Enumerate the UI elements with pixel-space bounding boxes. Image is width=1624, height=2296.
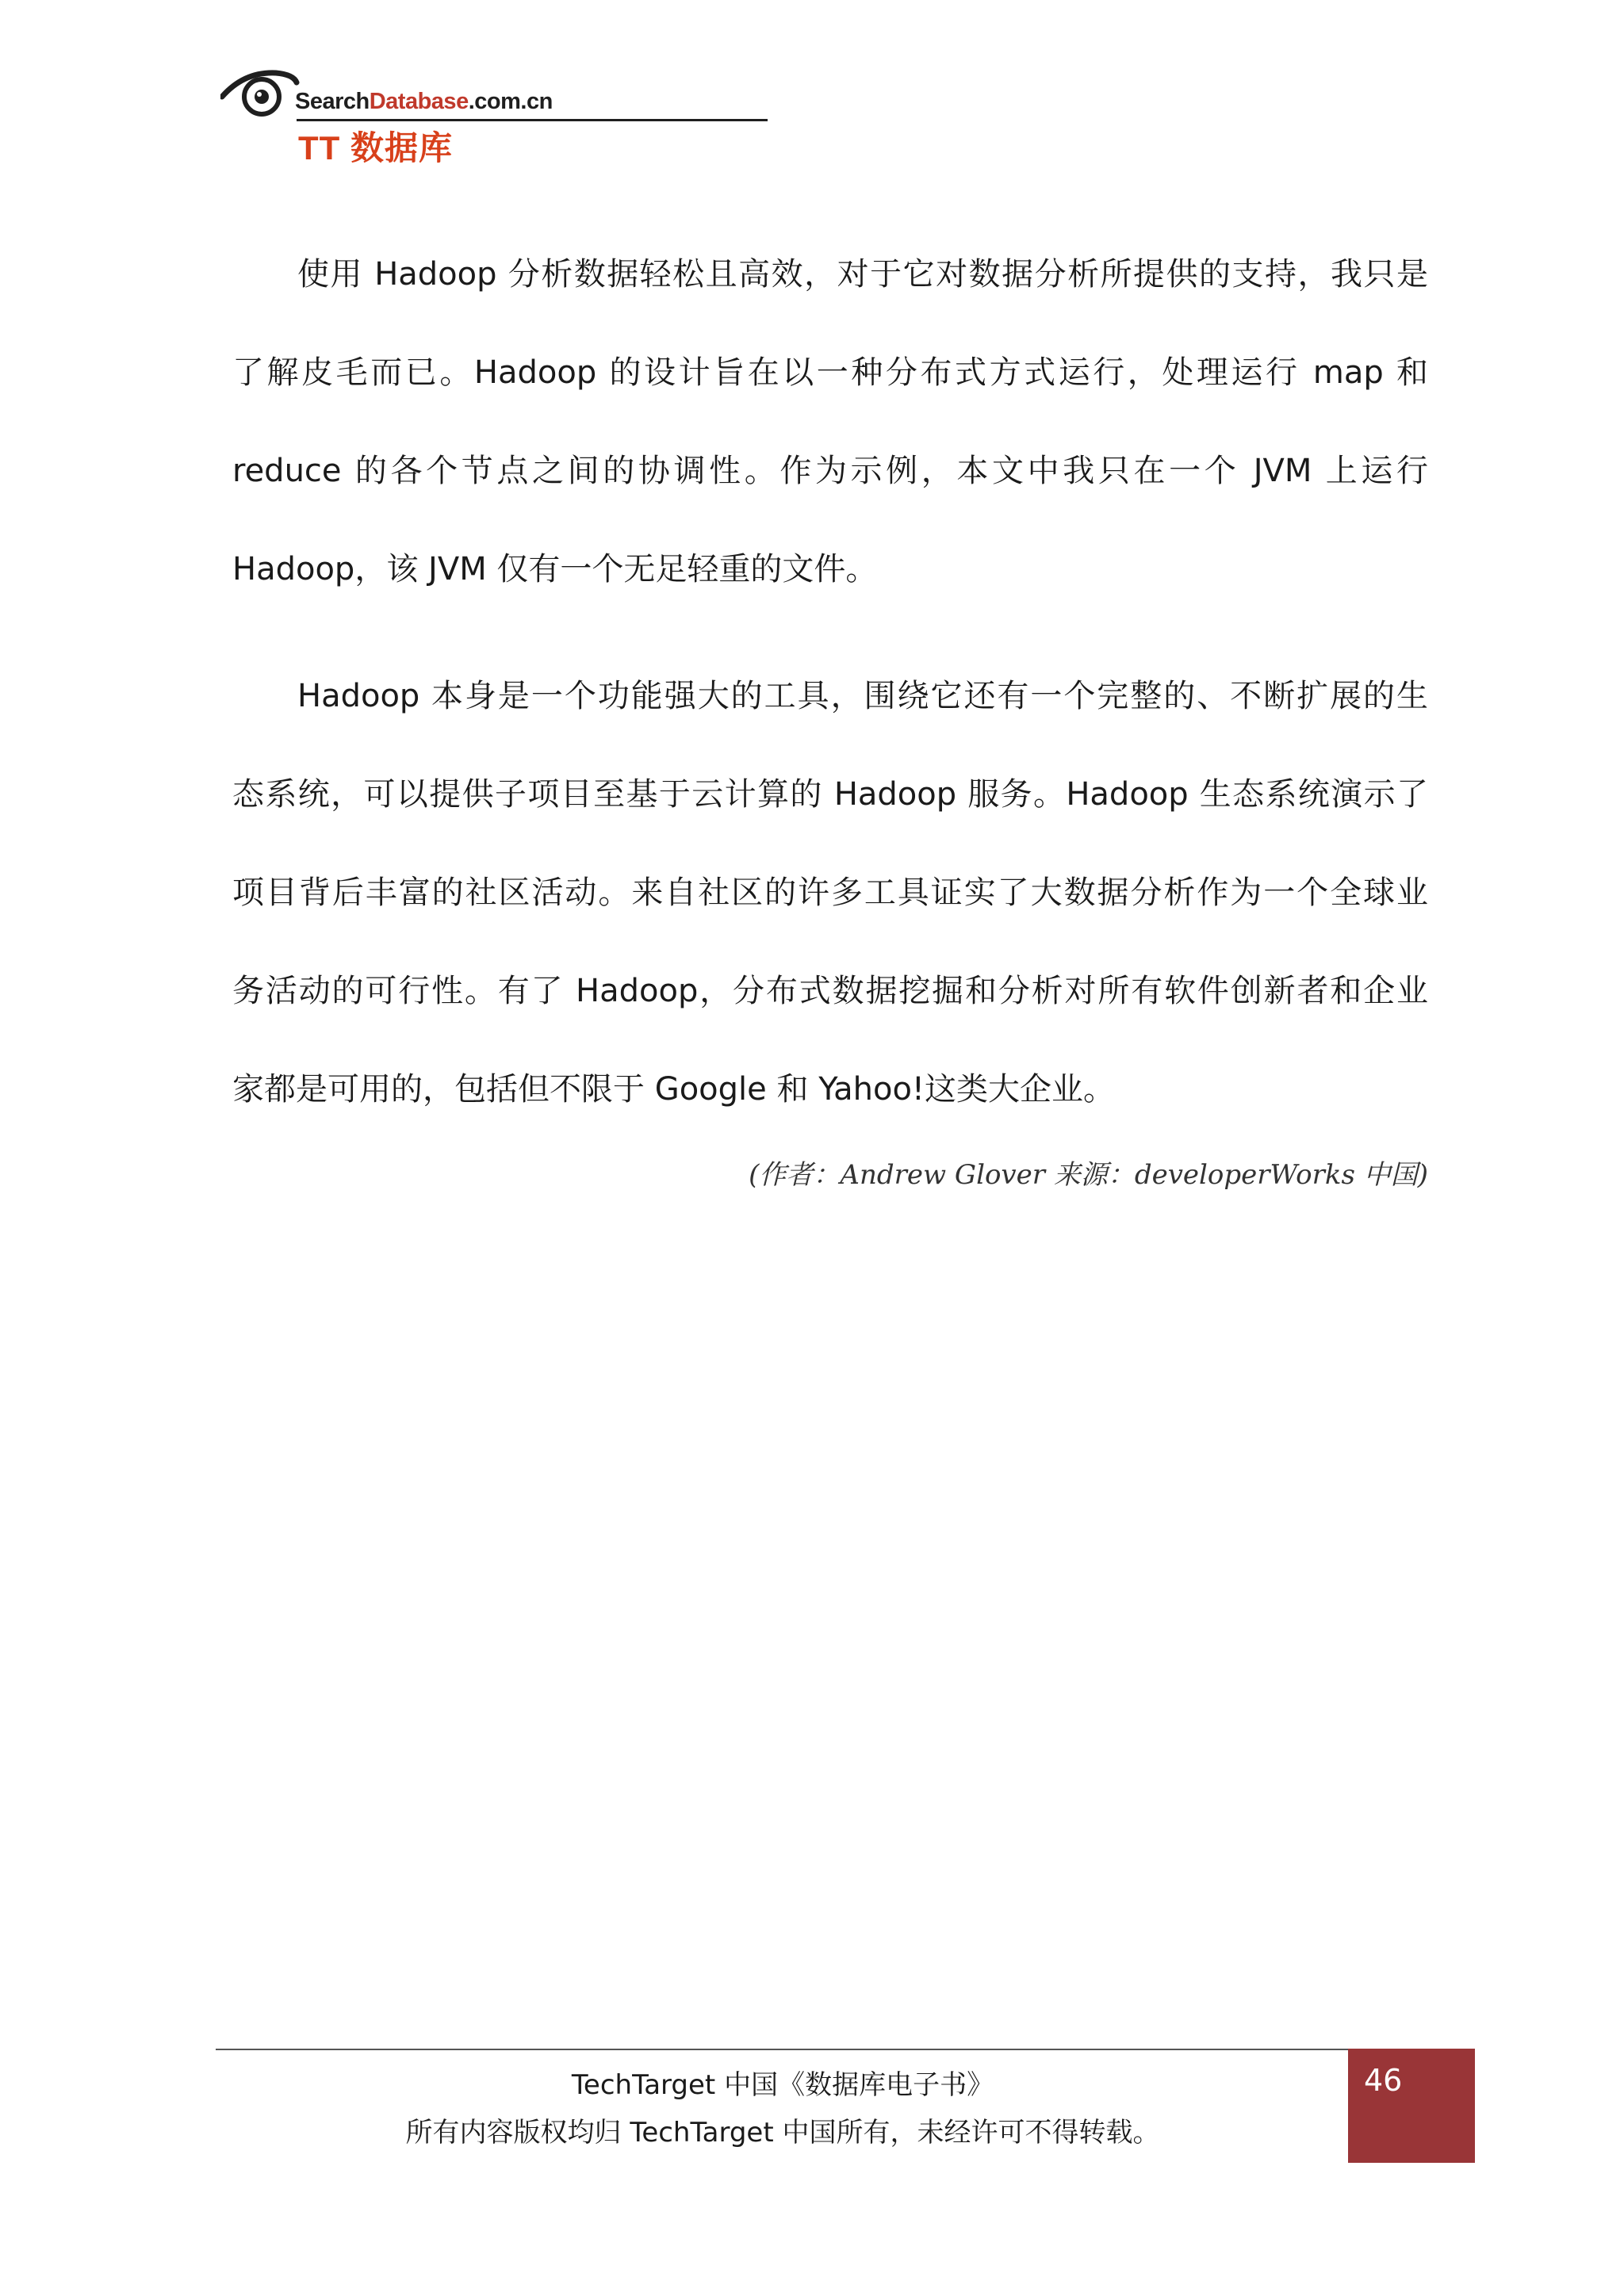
- logo-site-part2: Database: [369, 89, 469, 114]
- site-logo: [220, 65, 553, 168]
- page-number: 46: [1364, 2063, 1403, 2098]
- article-body: [232, 225, 1428, 1192]
- paragraph-2: [232, 647, 1428, 1138]
- logo-site-name: [295, 89, 553, 115]
- logo-site-part1: Search: [295, 89, 370, 114]
- paragraph-line: 态系统，可以提供子项目至基于云计算的 Hadoop 服务。Hadoop 生态系统演示了: [232, 776, 1428, 813]
- paragraph-line: Hadoop 本身是一个功能强大的工具，围绕它还有一个完整的、不断扩展的生: [297, 678, 1428, 714]
- paragraph-line: 务活动的可行性。有了 Hadoop，分布式数据挖掘和分析对所有软件创新者和企业: [232, 973, 1428, 1009]
- paragraph-line: 使用 Hadoop 分析数据轻松且高效，对于它对数据分析所提供的支持，我只是: [297, 256, 1428, 293]
- paragraph-1: [232, 225, 1428, 618]
- logo-underline: [297, 119, 768, 121]
- paragraph-line: reduce 的各个节点之间的协调性。作为示例，本文中我只在一个 JVM 上运行: [232, 453, 1428, 489]
- paragraph-line: 了解皮毛而已。Hadoop 的设计旨在以一种分布式方式运行，处理运行 map 和: [232, 354, 1428, 391]
- footer-copyright: 所有内容版权均归 TechTarget 中国所有，未经许可不得转载。: [405, 2117, 1160, 2149]
- footer-divider: [216, 2049, 1350, 2050]
- logo-subtitle: TT 数据库: [298, 129, 453, 166]
- paragraph-line: 家都是可用的，包括但不限于 Google 和 Yahoo!这类大企业。: [232, 1071, 1115, 1108]
- eye-logo-icon: [220, 65, 300, 121]
- logo-site-part3: .com.cn: [468, 89, 553, 114]
- footer-title: TechTarget 中国《数据库电子书》: [571, 2069, 994, 2101]
- paragraph-line: 项目背后丰富的社区活动。来自社区的许多工具证实了大数据分析作为一个全球业: [232, 874, 1428, 911]
- page-number-box: [1348, 2049, 1475, 2163]
- paragraph-line: Hadoop，该 JVM 仅有一个无足轻重的文件。: [232, 551, 878, 587]
- author-byline: (作者：Andrew Glover 来源：developerWorks 中国): [749, 1159, 1428, 1191]
- footer: [216, 2061, 1350, 2156]
